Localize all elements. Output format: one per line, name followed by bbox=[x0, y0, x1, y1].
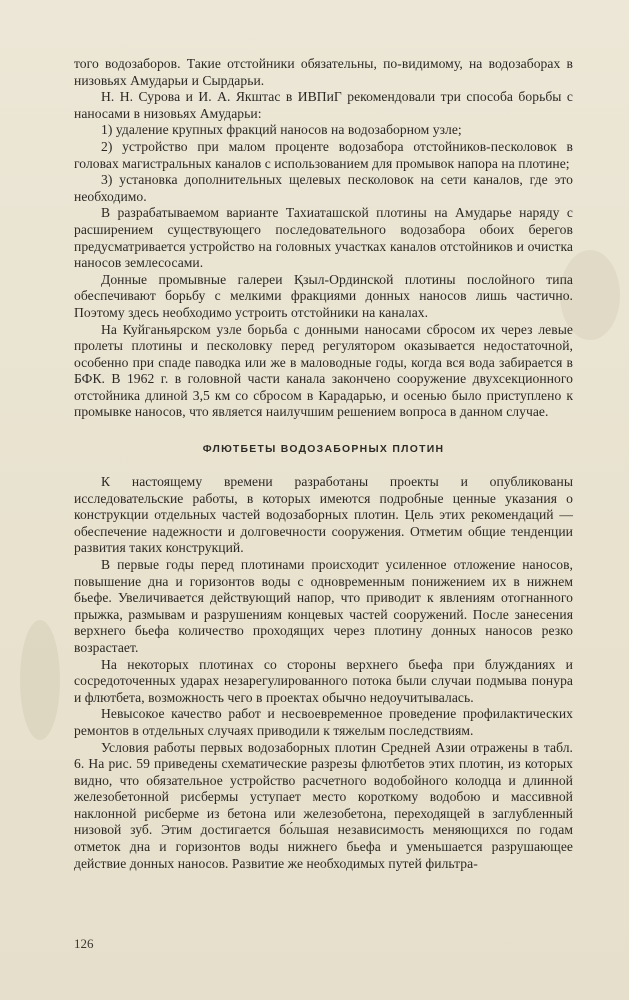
list-item: 2) устройство при малом проценте водозабора отстойников-песколовок в головах магистральных каналов с использованием для промывок напора на плотине; bbox=[74, 138, 573, 171]
paragraph: Невысокое качество работ и несвоевременное проведение профилактических ремонтов в отдельных случаях приводили к тяжелым последствиям. bbox=[74, 706, 573, 738]
paragraph: В разрабатываемом варианте Тахиаташской плотины на Амударье наряду с расширением существующего последовательного водозабора обоих берегов предусматривается устройство на головных участках каналов отстойников и очистка наносов землесосами. bbox=[74, 205, 573, 271]
section-heading: ФЛЮТБЕТЫ ВОДОЗАБОРНЫХ ПЛОТИН bbox=[202, 444, 445, 455]
paragraph: На Куйганьярском узле борьба с донными наносами сбросом их через левые пролеты плотины и песколовку перед регулятором оказывается недостаточной, особенно при спаде паводка или же в маловодные годы, когда вся вода забирается в БФК. В 1962 г. в головной части канала закончено сооружение двухсекционного отстойника длиной 3,5 км со сбросом в Карадарью, и осенью было приступлено к промывке наносов, что является наилучшим решением вопроса в данном случае. bbox=[74, 321, 573, 420]
paragraph: К настоящему времени разработаны проекты и опубликованы исследовательские работы, в которых имеются подробные ценные указания о конструкции отдельных частей водозаборных плотин. Цель этих рекомендаций — обеспечение надежности и долговечности сооружения. Отметим общие тенденции развития таких конструкций. bbox=[74, 474, 573, 556]
paragraph: В первые годы перед плотинами происходит усиленное отложение наносов, повышение дна и горизонтов воды с одновременным понижением их в нижнем бьефе. Увеличивается действующий напор, что приводит к явлениям отогнанного прыжка, размывам и разрушениям концевых частей сооружений. После занесения верхнего бьефа количество проходящих через плотину донных наносов резко возрастает. bbox=[74, 556, 573, 655]
top-text-block bbox=[74, 56, 573, 421]
paragraph: На некоторых плотинах со стороны верхнего бьефа при блужданиях и сосредоточенных ударах незарегулированного потока были случаи подмыва понура и флютбета, возможность чего в проектах обычно недоучитывалась. bbox=[74, 656, 573, 705]
page-number: 126 bbox=[74, 936, 94, 951]
paragraph: Донные промывные галереи Қзыл-Ординской плотины послойного типа обеспечивают борьбу с мелкими фракциями донных наносов лишь частично. Поэтому здесь необходимо устроить отстойники на каналах. bbox=[74, 271, 573, 320]
bottom-text-block bbox=[74, 474, 573, 872]
paragraph: Н. Н. Сурова и И. А. Якштас в ИВПиГ рекомендовали три способа борьбы с наносами в низовьях Амударьи: bbox=[74, 89, 573, 121]
paper-stain bbox=[20, 620, 60, 740]
paragraph: того водозаборов. Такие отстойники обязательны, по-видимому, на водозаборах в низовьях Амударьи и Сырдарьи. bbox=[74, 56, 573, 88]
list-item: 3) установка дополнительных щелевых песколовок на сети каналов, где это необходимо. bbox=[74, 172, 573, 204]
paragraph: Условия работы первых водозаборных плотин Средней Азии отражены в табл. 6. На рис. 59 приведены схематические разрезы флютбетов этих плотин, из которых видно, что обязательное устройство расчетного водобойного колодца и длинной железобетонной рисбермы уступает место короткому водобою и массивной наклонной рисберме из бетона или железобетона, переходящей в заглубленный низовой зуб. Этим достигается бо́льшая независимость меняющихся по годам отметок дна и горизонтов воды нижнего бьефа и уменьшается разрушающее действие донных наносов. Развитие же необходимых путей фильтра- bbox=[74, 739, 573, 871]
list-item: 1) удаление крупных фракций наносов на водозаборном узле; bbox=[101, 122, 462, 138]
